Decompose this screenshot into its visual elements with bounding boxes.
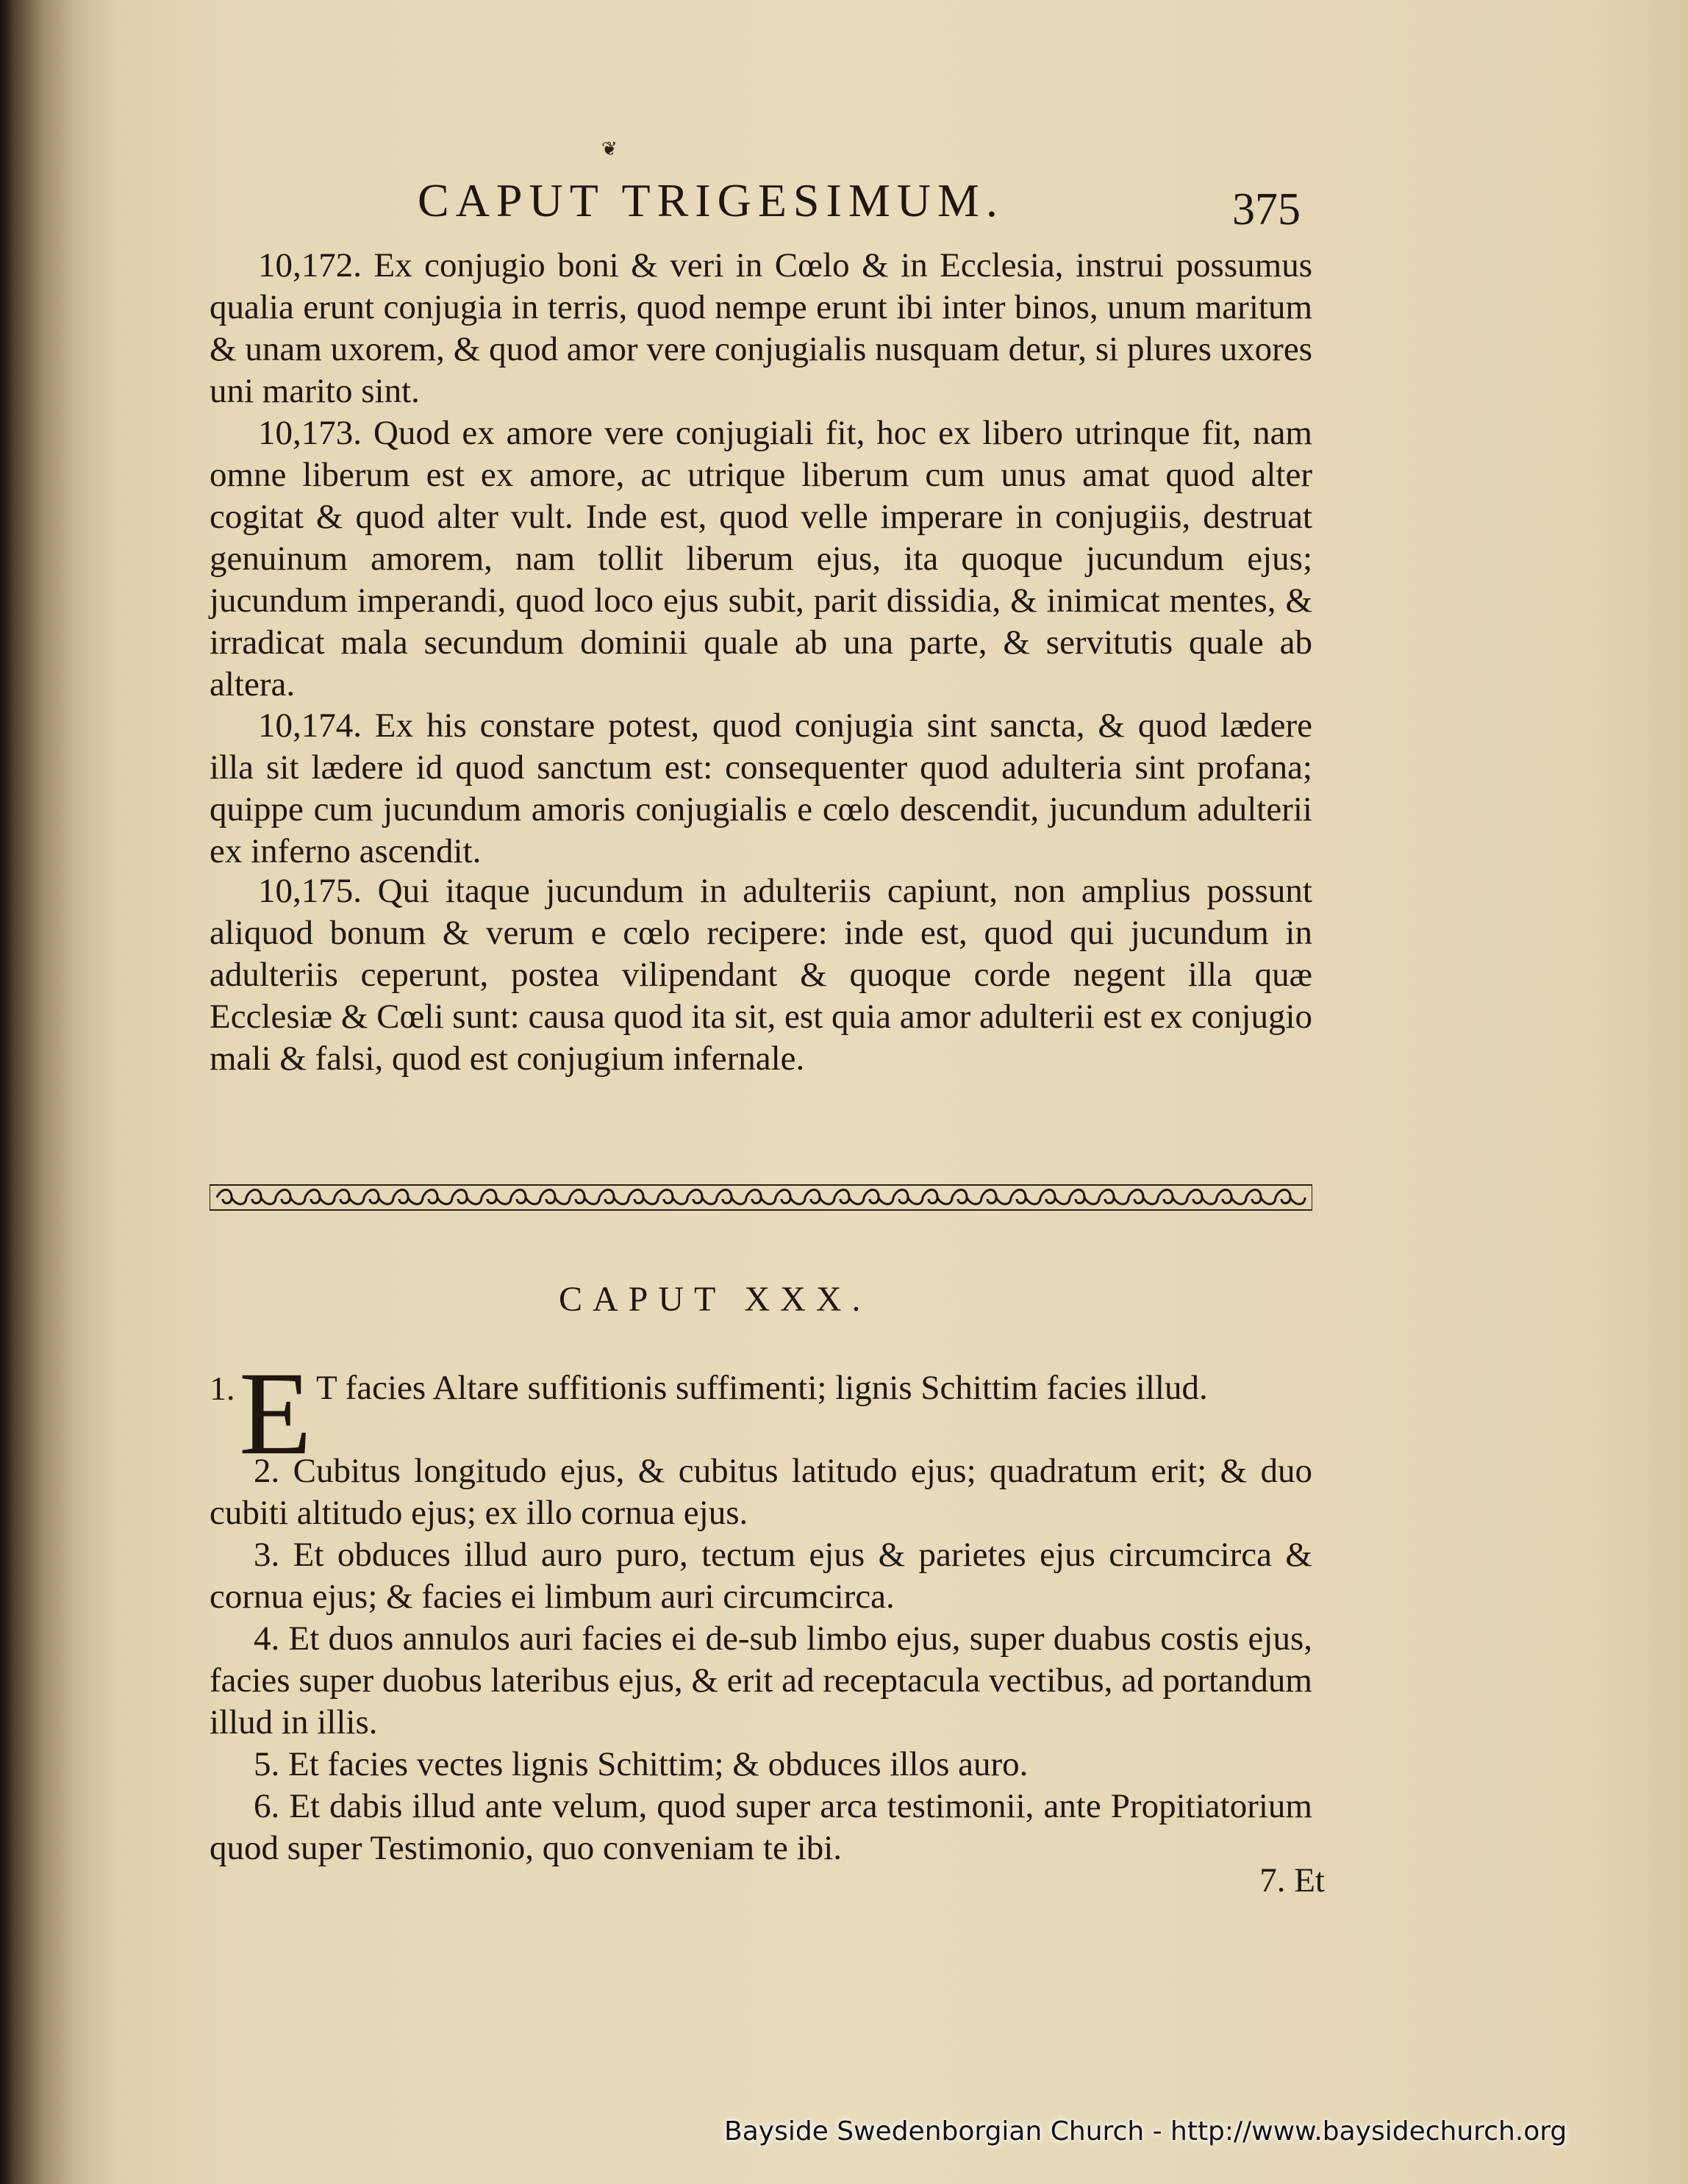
divider-scroll: [540, 1190, 570, 1205]
divider-scroll: [687, 1190, 717, 1205]
divider-scroll: [1246, 1190, 1276, 1205]
divider-scroll: [923, 1190, 952, 1205]
divider-scroll: [482, 1190, 511, 1205]
divider-scroll: [1276, 1190, 1305, 1205]
verse-3: 3. Et obduces illud auro puro, tectum ejus & parietes ejus circumcirca & cornua ejus; & facies ei limbum auri circumcirca.: [210, 1536, 1312, 1616]
divider-scroll: [893, 1190, 923, 1205]
divider-scroll: [393, 1190, 423, 1205]
verse-4: 4. Et duos annulos auri facies ei de-sub limbo ejus, super duabus costis ejus, facies super duobus lateribus ejus, & erit ad receptacula vectibus, ad portandum illud in illis.: [210, 1619, 1312, 1741]
divider-scroll: [629, 1190, 658, 1205]
divider-scroll: [1217, 1190, 1246, 1205]
divider-scroll: [1187, 1190, 1217, 1205]
chapter-title: CAPUT XXX.: [559, 1280, 871, 1319]
divider-scroll: [1070, 1190, 1099, 1205]
divider-scroll: [599, 1190, 629, 1205]
divider-scroll: [217, 1190, 246, 1205]
divider-scroll: [1099, 1190, 1129, 1205]
running-head: CAPUT TRIGESIMUM.: [418, 174, 1004, 226]
divider-scroll: [246, 1190, 276, 1205]
paragraph-10175: 10,175. Qui itaque jucundum in adulteriis capiunt, non amplius possunt aliquod bonum & verum e cœlo recipere: inde est, quod qui jucundum in adulteriis ceperunt, postea vilipendant & quoque corde negent illa quæ Ecclesiæ & Cœli sunt: causa quod ita sit, est quia amor adulterii est ex conjugio mali & falsi, quod est conjugium infernale.: [210, 872, 1312, 1078]
divider-scroll: [717, 1190, 746, 1205]
divider-scroll: [452, 1190, 482, 1205]
paragraph-10172: 10,172. Ex conjugio boni & veri in Cœlo & in Ecclesia, instrui possumus qualia erunt conjugia in terris, quod nempe erunt ibi inter binos, unum maritum & unam uxorem, & quod amor vere conjugialis nusquam detur, si plures uxores uni marito sint.: [210, 246, 1312, 410]
divider-scroll: [1040, 1190, 1070, 1205]
divider-scroll: [776, 1190, 805, 1205]
divider-scroll: [364, 1190, 393, 1205]
divider-scroll: [1158, 1190, 1187, 1205]
verse-text: T facies Altare suffitionis suffimenti; lignis Schittim facies illud.: [316, 1369, 1208, 1407]
verse-5: 5. Et facies vectes lignis Schittim; & obduces illos auro.: [254, 1745, 1029, 1783]
divider-scroll: [952, 1190, 981, 1205]
catchword: 7. Et: [1259, 1861, 1325, 1900]
divider-scroll: [423, 1190, 452, 1205]
watermark-link[interactable]: Bayside Swedenborgian Church - http://www.baysidechurch.org: [724, 2116, 1567, 2147]
verse-6: 6. Et dabis illud ante velum, quod super arca testimonii, ante Propitiatorium quod super Testimonio, quo conveniam te ibi.: [210, 1787, 1312, 1867]
fleuron-icon: ❦: [601, 138, 618, 160]
divider-scroll: [834, 1190, 864, 1205]
divider-scroll: [305, 1190, 335, 1205]
divider-scroll: [805, 1190, 834, 1205]
verse-1: [210, 1348, 1312, 1480]
paragraph-10173: 10,173. Quod ex amore vere conjugiali fit, hoc ex libero utrinque fit, nam omne liberum est ex amore, ac utrique liberum cum unus amat quod alter cogitat & quod alter vult. Inde est, quod velle imperare in conjugiis, destruat genuinum amorem, nam tollit liberum ejus, ita quoque jucundum ejus; jucundum imperandi, quod loco ejus subit, parit dissidia, & inimicat mentes, & irradicat mala secundum dominii quale ab una parte, & servitutis quale ab altera.: [210, 414, 1312, 703]
divider-scroll: [570, 1190, 599, 1205]
page-number: 375: [1232, 185, 1301, 234]
book-spine-shadow: [0, 0, 88, 2184]
divider-scroll: [276, 1190, 305, 1205]
divider-scroll: [511, 1190, 540, 1205]
divider-scroll: [335, 1190, 364, 1205]
ornamental-divider-icon: [210, 1175, 1312, 1220]
divider-scroll: [1129, 1190, 1158, 1205]
verse-2: 2. Cubitus longitudo ejus, & cubitus latitudo ejus; quadratum erit; & duo cubiti altitudo ejus; ex illo cornua ejus.: [210, 1452, 1312, 1532]
verse-number: 1.: [210, 1370, 235, 1407]
verse-list: [210, 1450, 1312, 1869]
divider-scroll: [658, 1190, 687, 1205]
divider-scroll: [864, 1190, 893, 1205]
divider-scroll: [981, 1190, 1011, 1205]
paragraph-10174: 10,174. Ex his constare potest, quod conjugia sint sancta, & quod lædere illa sit lædere id quod sanctum est: consequenter quod adulteria sint profana; quippe cum jucundum amoris conjugialis e cœlo descendit, jucundum adulterii ex inferno ascendit.: [210, 706, 1312, 870]
divider-scroll: [746, 1190, 776, 1205]
divider-scroll: [1011, 1190, 1040, 1205]
drop-cap: E: [239, 1348, 312, 1480]
